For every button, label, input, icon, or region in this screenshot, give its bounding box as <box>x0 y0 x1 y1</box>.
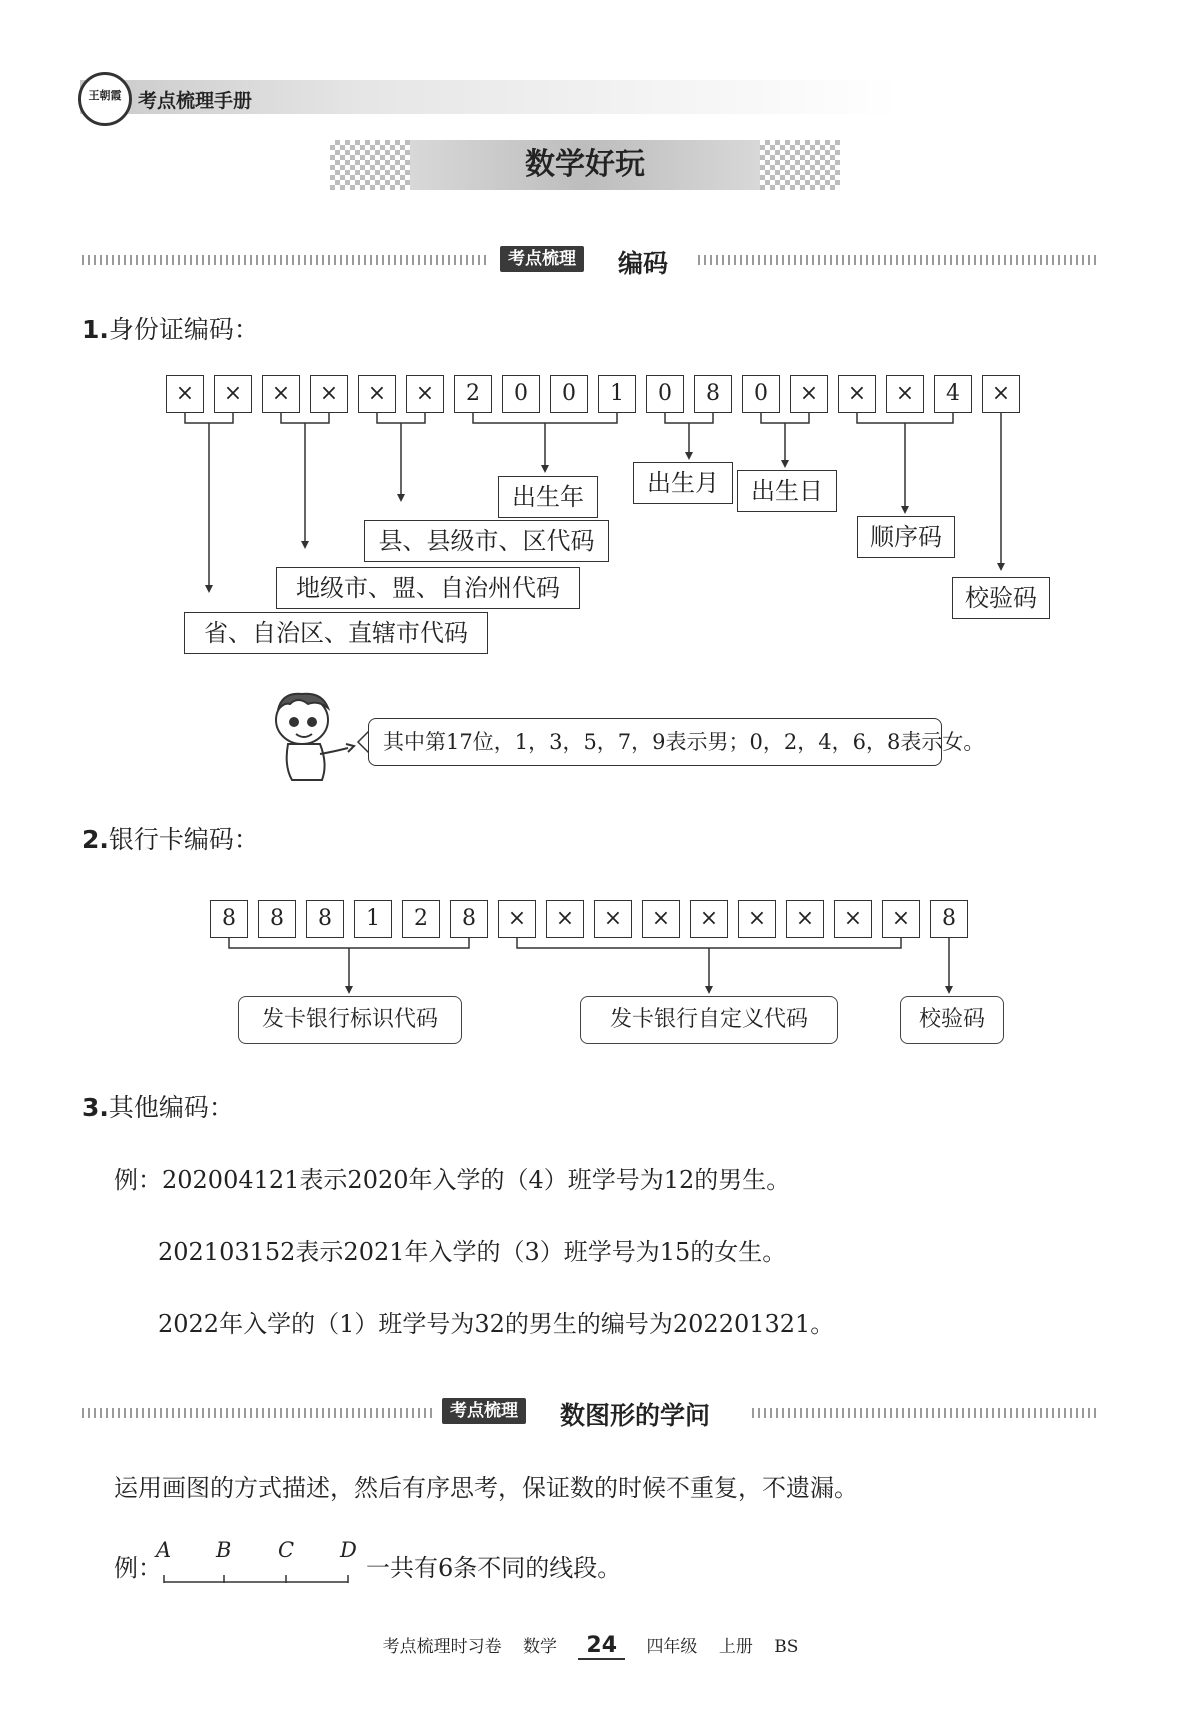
id-digit-cell: 0 <box>646 375 684 413</box>
id-part-county: 县、县级市、区代码 <box>364 520 609 562</box>
bank-digit-cell: 8 <box>210 900 248 938</box>
section-title: 编码 <box>618 249 669 278</box>
section2-description: 运用画图的方式描述，然后有序思考，保证数的时候不重复，不遗漏。 <box>114 1474 858 1502</box>
id-part-birth-month: 出生月 <box>633 462 733 504</box>
bank-part-check-code: 校验码 <box>900 996 1004 1044</box>
point-c-label: C <box>278 1538 295 1562</box>
section2-title: 数图形的学问 <box>560 1401 711 1430</box>
bank-digit-cell: 2 <box>402 900 440 938</box>
id-digit-cell: × <box>358 375 396 413</box>
bank-digit-cell: × <box>498 900 536 938</box>
bank-digit-cell: 8 <box>450 900 488 938</box>
footer-grade: 四年级 <box>646 1637 698 1657</box>
footer-subject: 数学 <box>523 1637 557 1657</box>
bank-digit-cell: 8 <box>258 900 296 938</box>
bank-digit-cell: × <box>594 900 632 938</box>
item1-heading: 1.身份证编码： <box>82 315 259 344</box>
footer-series: 考点梳理时习卷 <box>382 1637 502 1657</box>
footer-edition: BS <box>774 1637 799 1657</box>
id-part-birth-year: 出生年 <box>498 476 598 518</box>
id-digit-cell: 2 <box>454 375 492 413</box>
example-line-3: 2022年入学的（1）班学号为32的男生的编号为202201321。 <box>158 1310 835 1338</box>
id-part-check-code: 校验码 <box>952 577 1050 619</box>
segment-example-prefix: 例： <box>114 1554 162 1582</box>
speech-bubble-tip: 其中第17位，1，3，5，7，9表示男；0，2，4，6，8表示女。 <box>368 718 942 766</box>
bank-part-issuer-id: 发卡银行标识代码 <box>238 996 462 1044</box>
line-segment-figure <box>158 1570 358 1590</box>
bank-digit-cell: × <box>738 900 776 938</box>
segment-example-text: 一共有6条不同的线段。 <box>366 1554 622 1582</box>
bank-digit-cell: × <box>642 900 680 938</box>
id-digit-cell: 8 <box>694 375 732 413</box>
id-digit-cell: × <box>214 375 252 413</box>
logo-text: 王朝霞 <box>88 89 122 102</box>
id-digit-cell: × <box>886 375 924 413</box>
page-title: 数学好玩 <box>410 140 760 190</box>
example-line-2: 202103152表示2021年入学的（3）班学号为15的女生。 <box>158 1238 787 1266</box>
id-digit-cell: 0 <box>742 375 780 413</box>
section2-divider-right <box>752 1408 1096 1418</box>
id-digit-cell: 1 <box>598 375 636 413</box>
handbook-title: 考点梳理手册 <box>138 90 253 112</box>
footer-term: 上册 <box>718 1637 753 1657</box>
id-digit-cell: 0 <box>550 375 588 413</box>
id-part-province: 省、自治区、直辖市代码 <box>184 612 488 654</box>
point-a-label: A <box>156 1538 172 1562</box>
id-digit-cell: × <box>982 375 1020 413</box>
bank-digit-cell: × <box>546 900 584 938</box>
bank-digit-cell: × <box>834 900 872 938</box>
bank-digit-cell: 1 <box>354 900 392 938</box>
id-digit-cell: 0 <box>502 375 540 413</box>
page-number: 24 <box>578 1633 625 1660</box>
id-digit-cell: × <box>406 375 444 413</box>
page-footer <box>0 1632 1181 1658</box>
id-digit-cell: 4 <box>934 375 972 413</box>
bank-digit-cell: × <box>786 900 824 938</box>
id-part-city: 地级市、盟、自治州代码 <box>276 567 580 609</box>
id-part-order-code: 顺序码 <box>857 516 955 558</box>
bank-digit-cell: × <box>882 900 920 938</box>
item2-heading: 2.银行卡编码： <box>82 825 259 854</box>
id-part-birth-day: 出生日 <box>737 470 837 512</box>
id-digit-cell: × <box>838 375 876 413</box>
cartoon-boy-illustration <box>262 688 362 783</box>
section2-divider-left <box>82 1408 432 1418</box>
point-b-label: B <box>216 1538 232 1562</box>
section2-badge: 考点梳理 <box>442 1398 526 1424</box>
bank-part-custom-code: 发卡银行自定义代码 <box>580 996 838 1044</box>
id-digit-cell: × <box>790 375 828 413</box>
id-digit-cell: × <box>166 375 204 413</box>
section-badge: 考点梳理 <box>500 246 584 272</box>
example-line-1: 例：202004121表示2020年入学的（4）班学号为12的男生。 <box>114 1166 791 1194</box>
bank-digit-cell: × <box>690 900 728 938</box>
item3-heading: 3.其他编码： <box>82 1093 234 1122</box>
bank-digit-cell: 8 <box>306 900 344 938</box>
point-d-label: D <box>340 1538 357 1562</box>
id-digit-cell: × <box>310 375 348 413</box>
bank-digit-cell: 8 <box>930 900 968 938</box>
id-digit-cell: × <box>262 375 300 413</box>
